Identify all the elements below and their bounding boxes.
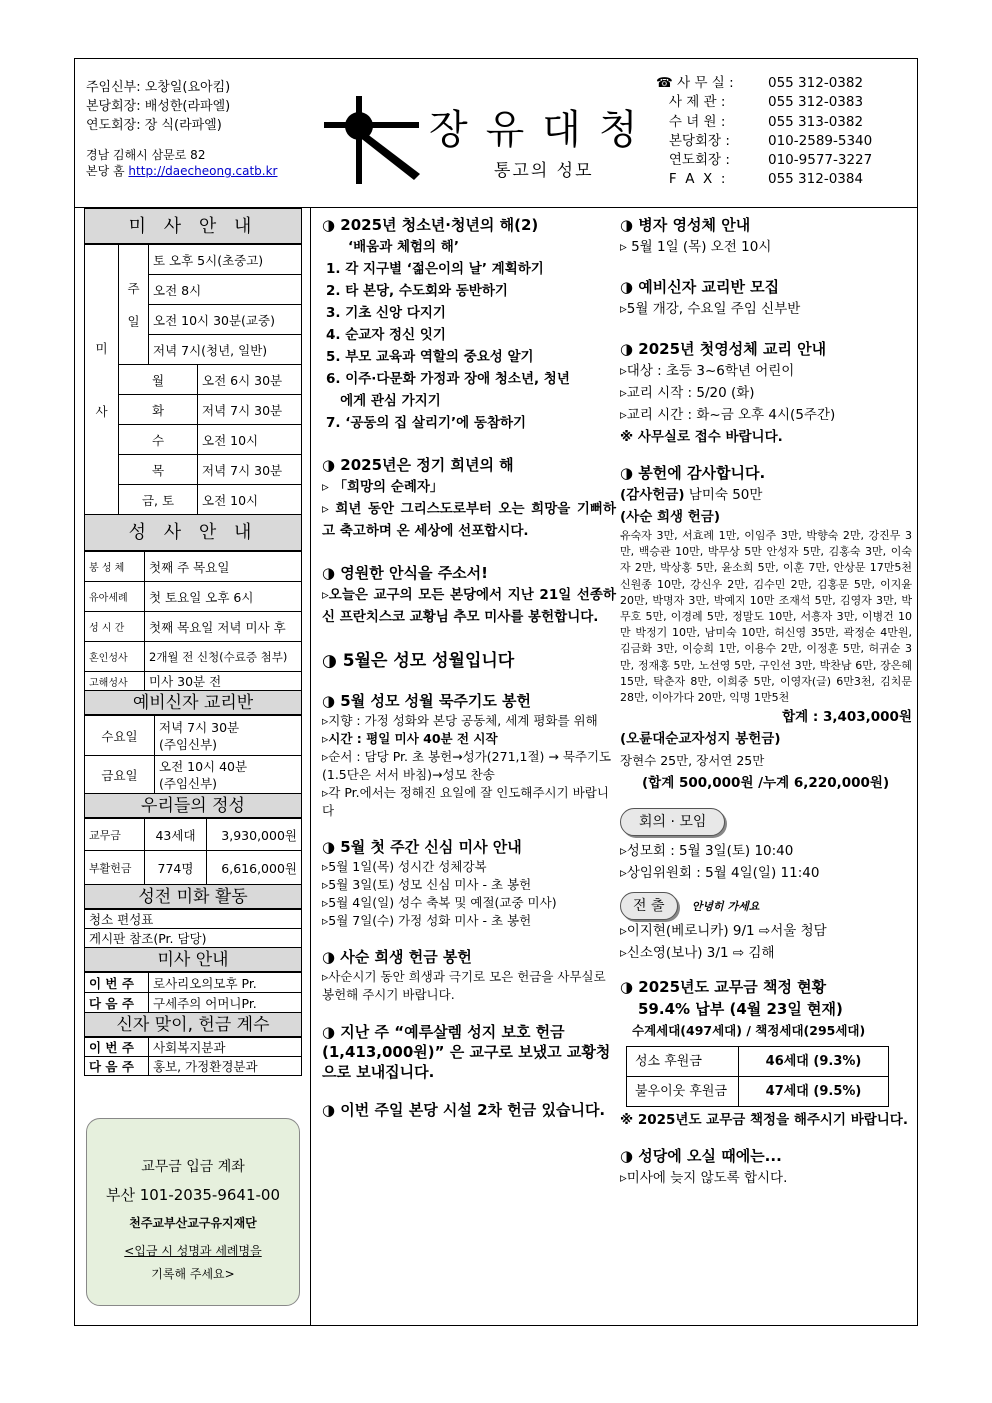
sunday-label: 주 bbox=[127, 281, 140, 296]
header-left-info bbox=[86, 78, 277, 179]
section-title: ◑ 지난 주 “예루살렘 성지 보호 헌금 (1,413,000원)” 은 교구로 보냈고 교황청으로 보내집니다. bbox=[322, 1023, 611, 1081]
sacrifice-label: (사순 희생 헌금) bbox=[620, 509, 720, 525]
section-text: ▹오늘은 교구의 모든 본당에서 지난 21일 선종하신 프란치스코 교황님 추모 미사를 봉헌합니다. bbox=[322, 587, 616, 625]
section-title: ◑ 영원한 안식을 주소서! bbox=[322, 564, 489, 582]
cross-logo-icon bbox=[324, 96, 424, 186]
sacrament-value: 첫째 목요일 저녁 미사 후 bbox=[145, 612, 302, 642]
list-item: ▹대상 : 초등 3~6학년 어린이 bbox=[620, 363, 795, 379]
list-item: 5. 부모 교육과 역할의 중요성 알기 bbox=[326, 349, 534, 365]
meeting-badge: 회의 · 모임 bbox=[620, 808, 725, 836]
list-item: 1. 각 지구별 ‘젊은이의 날’ 계획하기 bbox=[326, 261, 544, 277]
bulletin-header bbox=[74, 58, 918, 208]
offering-count: 774명 bbox=[145, 851, 207, 885]
transfer-badge: 전 출 bbox=[620, 892, 678, 920]
thanks-text: 남미숙 50만 bbox=[684, 487, 763, 503]
account-number: 부산 101-2035-9641-00 bbox=[105, 1186, 281, 1204]
bulletin-title: 장유대청 bbox=[429, 107, 656, 153]
account-title: 교무금 입금 계좌 bbox=[141, 1159, 245, 1175]
altar-item: 청소 편성표 bbox=[85, 910, 302, 929]
week-value: 로사리오의모후 Pr. bbox=[149, 973, 302, 993]
week-value: 사회복지분과 bbox=[149, 1038, 302, 1057]
sacrament-table bbox=[84, 551, 302, 691]
contact-value: 055 312-0384 bbox=[768, 171, 864, 188]
catechumen-time: 오전 10시 40분 bbox=[159, 758, 248, 774]
contact-key: F A X : bbox=[656, 171, 726, 188]
sacrament-key: 유아세례 bbox=[85, 582, 145, 612]
contact-list bbox=[656, 74, 872, 190]
household-count: 수계세대(497세대) / 책정세대(295세대) bbox=[632, 1023, 866, 1039]
section-title: ◑ 사순 희생 헌금 봉헌 bbox=[322, 948, 472, 966]
weekday: 화 bbox=[119, 395, 198, 425]
section-text: ▹ 희년 동안 그리스도로부터 오는 희망을 기뻐하고 축고하며 온 세상에 선포합시다. bbox=[322, 501, 616, 539]
pastor-line: 주임신부: 오창일(요아킴) bbox=[86, 80, 231, 95]
mass-label: 사 bbox=[95, 404, 108, 419]
section-text: ▹5월 개강, 수요일 주임 신부반 bbox=[620, 301, 801, 317]
catechumen-priest: (주임신부) bbox=[159, 775, 218, 791]
section-title: ◑ 이번 주일 본당 시설 2차 헌금 있습니다. bbox=[322, 1101, 606, 1119]
section-subtitle: ‘배움과 체험의 해’ bbox=[348, 239, 459, 255]
right-column bbox=[620, 214, 912, 1189]
support-key: 불우이웃 후원금 bbox=[627, 1077, 739, 1107]
weekday: 수 bbox=[119, 425, 198, 455]
sacrament-key: 혼인성사 bbox=[85, 642, 145, 672]
account-note: 기록해 주세요> bbox=[151, 1267, 235, 1281]
yeondo-president-line: 연도회장: 장 식(라파엘) bbox=[86, 118, 222, 133]
weekday: 금, 토 bbox=[119, 485, 198, 515]
list-item: ▹상임위원회 : 5월 4일(일) 11:40 bbox=[620, 865, 820, 882]
sunday-time: 토 오후 5시(초중고) bbox=[149, 245, 302, 275]
list-item: ▹이지현(베로니카) 9/1 ⇨서울 청담 bbox=[620, 923, 827, 940]
mass-label: 미 bbox=[95, 341, 108, 356]
parish-president-line: 본당회장: 배성한(라파엘) bbox=[86, 99, 231, 114]
section-title: ◑ 5월은 성모 성월입니다 bbox=[322, 651, 515, 671]
list-item: 2. 타 본당, 수도회와 동반하기 bbox=[326, 283, 508, 299]
list-item: ▹5월 7일(수) 가정 성화 미사 - 초 봉헌 bbox=[322, 913, 532, 928]
altar-item: 게시판 참조(Pr. 담당) bbox=[85, 929, 302, 948]
contact-key: 본당회장 : bbox=[656, 132, 730, 149]
sunday-time: 오전 10시 30분(교중) bbox=[149, 305, 302, 335]
week-key: 이 번 주 bbox=[85, 1038, 149, 1057]
offering-amount: 6,616,000원 bbox=[207, 851, 302, 885]
support-value: 46세대 (9.3%) bbox=[739, 1047, 889, 1077]
contact-value: 055 312-0383 bbox=[768, 94, 864, 111]
greet-table bbox=[84, 1037, 302, 1076]
week-key: 다 음 주 bbox=[85, 993, 149, 1013]
weekday-time: 저녁 7시 30분 bbox=[198, 455, 302, 485]
bulletin-subtitle: 통고의 성모 bbox=[494, 161, 594, 181]
list-item: ▹신소영(보나) 3/1 ⇨ 김해 bbox=[620, 945, 775, 962]
offering-key: 부활헌금 bbox=[85, 851, 145, 885]
list-item: ▹5월 1일(목) 성시간 성체강복 bbox=[322, 859, 487, 874]
thanks-label: (감사헌금) bbox=[620, 487, 685, 503]
list-item: ※ 사무실로 접수 바랍니다. bbox=[620, 429, 783, 445]
sacrament-key: 고해성사 bbox=[85, 672, 145, 691]
contact-value: 010-2589-5340 bbox=[768, 132, 873, 149]
list-item: 3. 기초 신앙 다지기 bbox=[326, 305, 446, 321]
weekday-time: 오전 10시 bbox=[198, 425, 302, 455]
section-title: ◑ 봉헌에 감사합니다. bbox=[620, 464, 766, 482]
column-divider bbox=[310, 208, 311, 1326]
list-item: ▹각 Pr.에서는 정해진 요일에 잘 인도해주시기 바랍니다 bbox=[322, 785, 609, 818]
catechumen-title: 예비신자 교리반 bbox=[84, 691, 302, 715]
catechumen-priest: (주임신부) bbox=[159, 736, 218, 752]
sunday-time: 저녁 7시(청년, 일반) bbox=[149, 335, 302, 365]
section-title: ◑ 5월 첫 주간 신심 미사 안내 bbox=[322, 838, 522, 856]
section-title: ◑ 예비신자 교리반 모집 bbox=[620, 278, 780, 296]
contact-value: 055 312-0382 bbox=[768, 75, 864, 91]
mass-schedule-table bbox=[84, 244, 302, 515]
week-value: 홍보, 가정환경분과 bbox=[149, 1057, 302, 1076]
week-key: 이 번 주 bbox=[85, 973, 149, 993]
list-item: ▹지향 : 가정 성화와 본당 공동체, 세계 평화를 위해 bbox=[322, 713, 598, 728]
account-holder: 천주교부산교구유지재단 bbox=[129, 1216, 257, 1230]
list-item: ▹시간 : 평일 미사 40분 전 시작 bbox=[322, 731, 498, 746]
section-title: ◑ 2025년 청소년·청년의 해(2) bbox=[322, 216, 539, 234]
home-label: 본당 홈 bbox=[86, 164, 125, 178]
mass2-table bbox=[84, 972, 302, 1013]
section-text: ▹미사에 늦지 않도록 합시다. bbox=[620, 1170, 788, 1187]
list-item: ▹교리 시간 : 화~금 오후 4시(5주간) bbox=[620, 407, 836, 423]
sunday-label: 일 bbox=[127, 314, 140, 329]
list-item: ▹성모회 : 5월 3일(토) 10:40 bbox=[620, 843, 794, 860]
account-note: <입금 시 성명과 세례명을 bbox=[124, 1244, 262, 1258]
catechumen-day: 금요일 bbox=[85, 756, 155, 794]
list-item: ▹5월 4일(일) 성수 축복 및 예절(교중 미사) bbox=[322, 895, 557, 910]
address: 경남 김해시 삼문로 82 bbox=[86, 148, 206, 162]
martyr-donors: 장현수 25만, 장서연 25만 bbox=[620, 753, 765, 769]
home-link[interactable]: http://daecheong.catb.kr bbox=[128, 164, 278, 178]
sacrament-key: 봉 성 체 bbox=[85, 552, 145, 582]
payment-rate: 59.4% 납부 (4월 23일 현재) bbox=[638, 1000, 843, 1019]
martyr-label: (오륜대순교자성지 봉헌금) bbox=[620, 731, 781, 748]
section-text: ▹ 5월 1일 (목) 오전 10시 bbox=[620, 239, 772, 255]
martyr-total: (합계 500,000원 /누계 6,220,000원) bbox=[642, 775, 890, 792]
list-item: ▹5월 3일(토) 성모 신심 미사 - 초 봉헌 bbox=[322, 877, 532, 892]
week-value: 구세주의 어머니Pr. bbox=[149, 993, 302, 1013]
offering-key: 교무금 bbox=[85, 819, 145, 851]
offering-table bbox=[84, 818, 302, 885]
list-item: ▹교리 시작 : 5/20 (화) bbox=[620, 385, 755, 401]
sacrament-key: 성 시 간 bbox=[85, 612, 145, 642]
section-note: ※ 2025년도 교무금 책정을 해주시기 바랍니다. bbox=[620, 1112, 908, 1129]
mass-guide-title: 미 사 안 내 bbox=[84, 208, 302, 244]
greet-title: 신자 맞이, 헌금 계수 bbox=[84, 1013, 302, 1037]
section-title: ◑ 병자 영성체 안내 bbox=[620, 216, 751, 234]
offering-count: 43세대 bbox=[145, 819, 207, 851]
section-text: ▹ 「희망의 순례자」 bbox=[322, 479, 444, 495]
section-title: ◑ 5월 성모 성월 묵주기도 봉헌 bbox=[322, 692, 532, 710]
list-item: ▹순서 : 담당 Pr. 초 봉헌→성가(271,1절) → 묵주기도(1.5단은 서서 바침)→성모 찬송 bbox=[322, 749, 612, 782]
sacrament-value: 미사 30분 전 bbox=[145, 672, 302, 691]
contact-value: 055 313-0382 bbox=[768, 113, 864, 130]
sunday-time: 오전 8시 bbox=[149, 275, 302, 305]
list-item: 6. 이주·다문화 가정과 장애 청소년, 청년 bbox=[326, 371, 570, 387]
catechumen-table bbox=[84, 715, 302, 794]
altar-table bbox=[84, 909, 302, 948]
section-title: ◑ 2025년도 교무금 책정 현황 bbox=[620, 978, 827, 997]
catechumen-day: 수요일 bbox=[85, 716, 155, 756]
section-title: ◑ 성당에 오실 때에는... bbox=[620, 1147, 782, 1166]
weekday-time: 오전 6시 30분 bbox=[198, 365, 302, 395]
list-item: 에게 관심 가지기 bbox=[326, 393, 441, 409]
support-value: 47세대 (9.5%) bbox=[739, 1077, 889, 1107]
sacrament-title: 성 사 안 내 bbox=[84, 515, 302, 551]
contact-key: 사 제 관 : bbox=[656, 94, 726, 111]
farewell-note: 안녕히 가세요 bbox=[691, 900, 760, 914]
sacrifice-total: 합계 : 3,403,000원 bbox=[782, 709, 912, 726]
contact-key: 연도회장 : bbox=[656, 152, 730, 169]
weekday-time: 오전 10시 bbox=[198, 485, 302, 515]
middle-column bbox=[322, 214, 616, 1120]
support-key: 성소 후원금 bbox=[627, 1047, 739, 1077]
sacrament-value: 2개월 전 신청(수료증 첨부) bbox=[145, 642, 302, 672]
account-box bbox=[86, 1118, 300, 1306]
offering-title: 우리들의 정성 bbox=[84, 794, 302, 818]
catechumen-time: 저녁 7시 30분 bbox=[159, 719, 240, 735]
section-title: ◑ 2025년 첫영성체 교리 안내 bbox=[620, 340, 827, 358]
week-key: 다 음 주 bbox=[85, 1057, 149, 1076]
contact-key: 수 녀 원 : bbox=[656, 113, 726, 130]
offering-amount: 3,930,000원 bbox=[207, 819, 302, 851]
sacrifice-donors: 유숙자 3만, 서효례 1만, 이임주 3만, 박향숙 2만, 강진무 3만, 백승관 10만, 박무상 5만 안성자 5만, 김홍숙 3만, 이숙자 2만, 박상홍 5만, 윤소희 5만, 이훈 7만, 안상문 17만5천 신원종 10만, 강신우 2만, 김수민 2만, 김홍문 5만, 이지윤 20만, 박명자 3만, 박예지 10만 조재석 5만, 김영자 3만, 박무호 5만, 이경례 5만, 정말도 10만, 서흥자 3만, 이병건 10만 박정기 10만, 남미숙 10만, 허신영 35만, 곽정순 4만원, 김금화 3만, 이승희 1만, 이용수 2만, 이정훈 5만, 허귀순 3만, 정재홍 5만, 노선영 5만, 구인선 3만, 박찬남 6만, 장은혜 15만, 탁춘자 8만, 이희중 5만, 이영자(글) 6만3천, 김치문 28만, 이아가다 20만, 익명 1만5천 bbox=[620, 529, 912, 705]
sacrament-value: 첫 토요일 오후 6시 bbox=[145, 582, 302, 612]
weekday: 월 bbox=[119, 365, 198, 395]
weekday-time: 저녁 7시 30분 bbox=[198, 395, 302, 425]
contact-value: 010-9577-3227 bbox=[768, 152, 873, 169]
section-title: ◑ 2025년은 정기 희년의 해 bbox=[322, 456, 514, 474]
list-item: 4. 순교자 정신 잇기 bbox=[326, 327, 446, 343]
mass2-title: 미사 안내 bbox=[84, 948, 302, 972]
list-item: 7. ‘공동의 집 살리기’에 동참하기 bbox=[326, 415, 527, 431]
sacrament-value: 첫째 주 목요일 bbox=[145, 552, 302, 582]
contact-key: ☎ 사 무 실 : bbox=[656, 75, 734, 91]
section-text: ▹사순시기 동안 희생과 극기로 모은 헌금을 사무실로 봉헌해 주시기 바랍니다. bbox=[322, 969, 606, 1002]
left-sidebar bbox=[84, 208, 302, 1076]
altar-title: 성전 미화 활동 bbox=[84, 885, 302, 909]
weekday: 목 bbox=[119, 455, 198, 485]
support-table bbox=[626, 1046, 889, 1107]
